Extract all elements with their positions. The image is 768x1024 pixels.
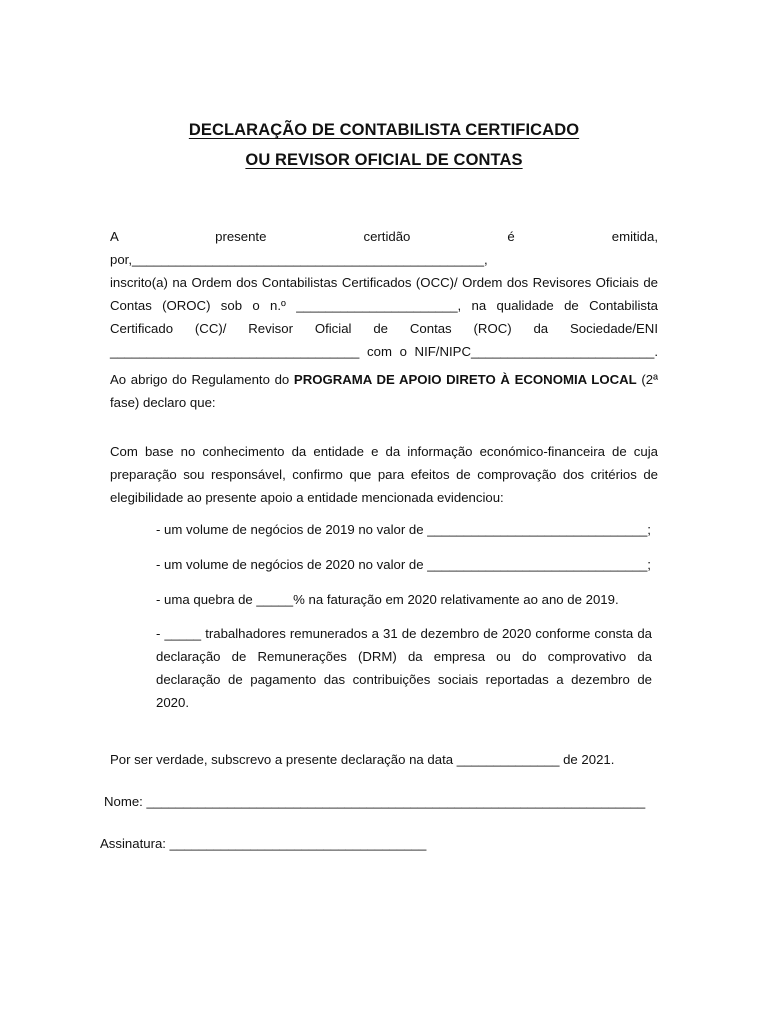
- criteria-item: - _____ trabalhadores remunerados a 31 de dezembro de 2020 conforme consta da declaração de Remunerações (DRM) da empresa ou do comprovativo da declaração de pagamento das contribuições sociais reportadas a dezembro de 2020.: [156, 626, 652, 710]
- regulamento-text-before: Ao abrigo do Regulamento do: [110, 372, 294, 387]
- document-title-line-2: OU REVISOR OFICIAL DE CONTAS: [245, 151, 523, 169]
- declaration-date-line: Por ser verdade, subscrevo a presente declaração na data ______________ de 2021.: [110, 752, 615, 767]
- intro-line: __________________________________ com o NIF/NIPC_________________________.: [110, 344, 658, 359]
- program-name: PROGRAMA DE APOIO DIRETO À ECONOMIA LOCAL: [293, 372, 637, 387]
- intro-line: inscrito(a) na Ordem dos Contabilistas Certificados (OCC)/ Ordem dos Revisores Oficiais de: [110, 275, 658, 290]
- signature-field-line: Assinatura: ___________________________________: [100, 836, 427, 851]
- intro-paragraph: [110, 225, 658, 363]
- regulamento-paragraph: [110, 368, 658, 414]
- regulamento-text-after: (2ª fase) declaro que:: [110, 372, 659, 410]
- document-title-line-1: DECLARAÇÃO DE CONTABILISTA CERTIFICADO: [188, 121, 580, 139]
- criteria-item: - uma quebra de _____% na faturação em 2020 relativamente ao ano de 2019.: [156, 592, 619, 607]
- intro-line: Contas (OROC) sob o n.º ______________________, na qualidade de Contabilista: [110, 298, 658, 313]
- name-field-line: Nome: ____________________________________________________________________: [104, 794, 646, 809]
- intro-line: Certificado (CC)/ Revisor Oficial de Contas (ROC) da Sociedade/ENI: [110, 321, 658, 336]
- criteria-item: - um volume de negócios de 2020 no valor de ______________________________;: [156, 557, 651, 572]
- criteria-item: - um volume de negócios de 2019 no valor de ______________________________;: [156, 522, 651, 537]
- base-paragraph: Com base no conhecimento da entidade e da informação económico-financeira de cuja preparação sou responsável, confirmo que para efeitos de comprovação dos critérios de elegibilidade ao presente apoio a entidade mencionada evidenciou:: [110, 444, 658, 505]
- intro-line: A presente certidão é emitida, por,________________________________________________,: [110, 229, 658, 267]
